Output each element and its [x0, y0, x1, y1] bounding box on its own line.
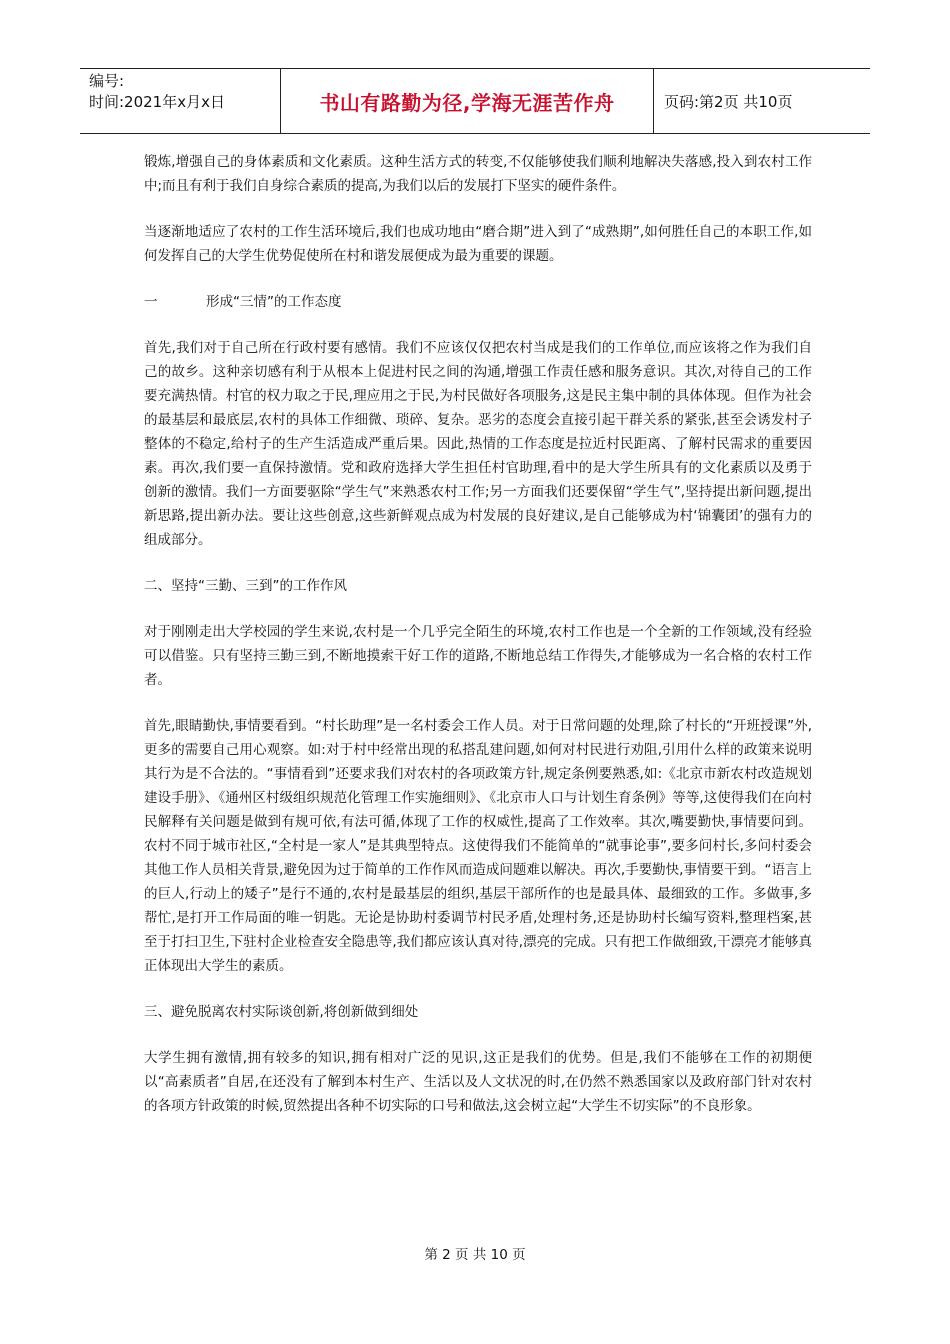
section-heading-2: 二、坚持“三勤、三到”的工作作风 [144, 578, 347, 594]
paragraph-6: 大学生拥有激情,拥有较多的知识,拥有相对广泛的见识,这正是我们的优势。但是,我们不能够在工作的初期便以“高素质者”自居,在还没有了解到本村生产、生活以及人文状况的时,在仍然不熟悉国家以及政府部门针对农村的各项方针政策的时候,贸然提出各种不切实际的口号和做法,这会树立起“大学生不切实际”的不良形象。 [144, 1050, 812, 1114]
paragraph-2: 当逐渐地适应了农村的工作生活环境后,我们也成功地由“磨合期”进入到了“成熟期”,如何胜任自己的本职工作,如何发挥自己的大学生优势促使所在村和谐发展便成为最为重要的课题。 [144, 224, 812, 264]
section-heading-1-text: 形成“三情”的工作态度 [206, 294, 342, 310]
page-footer: 第 2 页 共 10 页 [424, 1247, 526, 1263]
paragraph-3: 首先,我们对于自己所在行政村要有感情。我们不应该仅仅把农村当成是我们的工作单位,而应该将之作为我们自己的故乡。这种亲切感有利于从根本上促进村民之间的沟通,增强工作责任感和服务意识。其次,对待自己的工作要充满热情。村官的权力取之于民,理应用之于民,为村民做好各项服务,这是民主集中制的具体体现。但作为社会的最基层和最底层,农村的具体工作细微、琐碎、复杂。恶劣的态度会直接引起干群关系的紧张,甚至会诱发村子整体的不稳定,给村子的生产生活造成严重后果。因此,热情的工作态度是拉近村民距离、了解村民需求的重要因素。再次,我们要一直保持激情。党和政府选择大学生担任村官助理,看中的是大学生所具有的文化素质以及勇于创新的激情。我们一方面要驱除“学生气”来熟悉农村工作;另一方面我们还要保留“学生气”,坚持提出新问题,提出新思路,提出新办法。要让这些创意,这些新鲜观点成为村发展的良好建议,是自己能够成为村‘锦囊团’的强有力的组成部分。 [144, 340, 812, 548]
section-heading-1 [144, 290, 812, 314]
page-header [80, 68, 870, 134]
section-heading-1-number: 一 [144, 294, 158, 310]
document-body [144, 150, 812, 1140]
header-page-number: 页码:第2页 共10页 [664, 92, 793, 111]
paragraph-4: 对于刚刚走出大学校园的学生来说,农村是一个几乎完全陌生的环境,农村工作也是一个全新的工作领域,没有经验可以借鉴。只有坚持三勤三到,不断地摸索干好工作的道路,不断地总结工作得失,才能够成为一名合格的农村工作者。 [144, 624, 812, 688]
paragraph-1: 锻炼,增强自己的身体素质和文化素质。这种生活方式的转变,不仅能够使我们顺利地解决失落感,投入到农村工作中;而且有利于我们自身综合素质的提高,为我们以后的发展打下坚实的硬件条件。 [144, 154, 812, 194]
section-heading-3: 三、避免脱离农村实际谈创新,将创新做到细处 [144, 1004, 419, 1020]
header-meta [80, 69, 281, 133]
header-motto-cell [281, 69, 654, 133]
doc-code-label: 编号: [89, 72, 125, 90]
paragraph-5: 首先,眼睛勤快,事情要看到。“村长助理”是一名村委会工作人员。对于日常问题的处理,除了村长的“开班授课”外,更多的需要自己用心观察。如:对于村中经常出现的私搭乱建问题,如何对村民进行劝阻,引用什么样的政策来说明其行为是不合法的。“事情看到”还要求我们对农村的各项政策方针,规定条例要熟悉,如:《北京市新农村改造规划建设手册》、《通州区村级组织规范化管理工作实施细则》、《北京市人口与计划生育条例》等等,这使得我们在向村民解释有关问题是做到有规可依,有法可循,体现了工作的权威性,提高了工作效率。其次,嘴要勤快,事情要问到。农村不同于城市社区,“全村是一家人”是其典型特点。这使得我们不能简单的“就事论事”,要多问村长,多问村委会其他工作人员相关背景,避免因为过于简单的工作作风而造成问题难以解决。再次,手要勤快,事情要干到。“语言上的巨人,行动上的矮子”是行不通的,农村是最基层的组织,基层干部所作的也是最具体、最细致的工作。多做事,多帮忙,是打开工作局面的唯一钥匙。无论是协助村委调节村民矛盾,处理村务,还是协助村长编写资料,整理档案,甚至于打扫卫生,下驻村企业检查安全隐患等,我们都应该认真对待,漂亮的完成。只有把工作做细致,干漂亮才能够真正体现出大学生的素质。 [144, 718, 812, 974]
doc-date-label: 时间:2021年x月x日 [89, 93, 225, 111]
header-motto: 书山有路勤为径,学海无涯苦作舟 [319, 90, 615, 115]
